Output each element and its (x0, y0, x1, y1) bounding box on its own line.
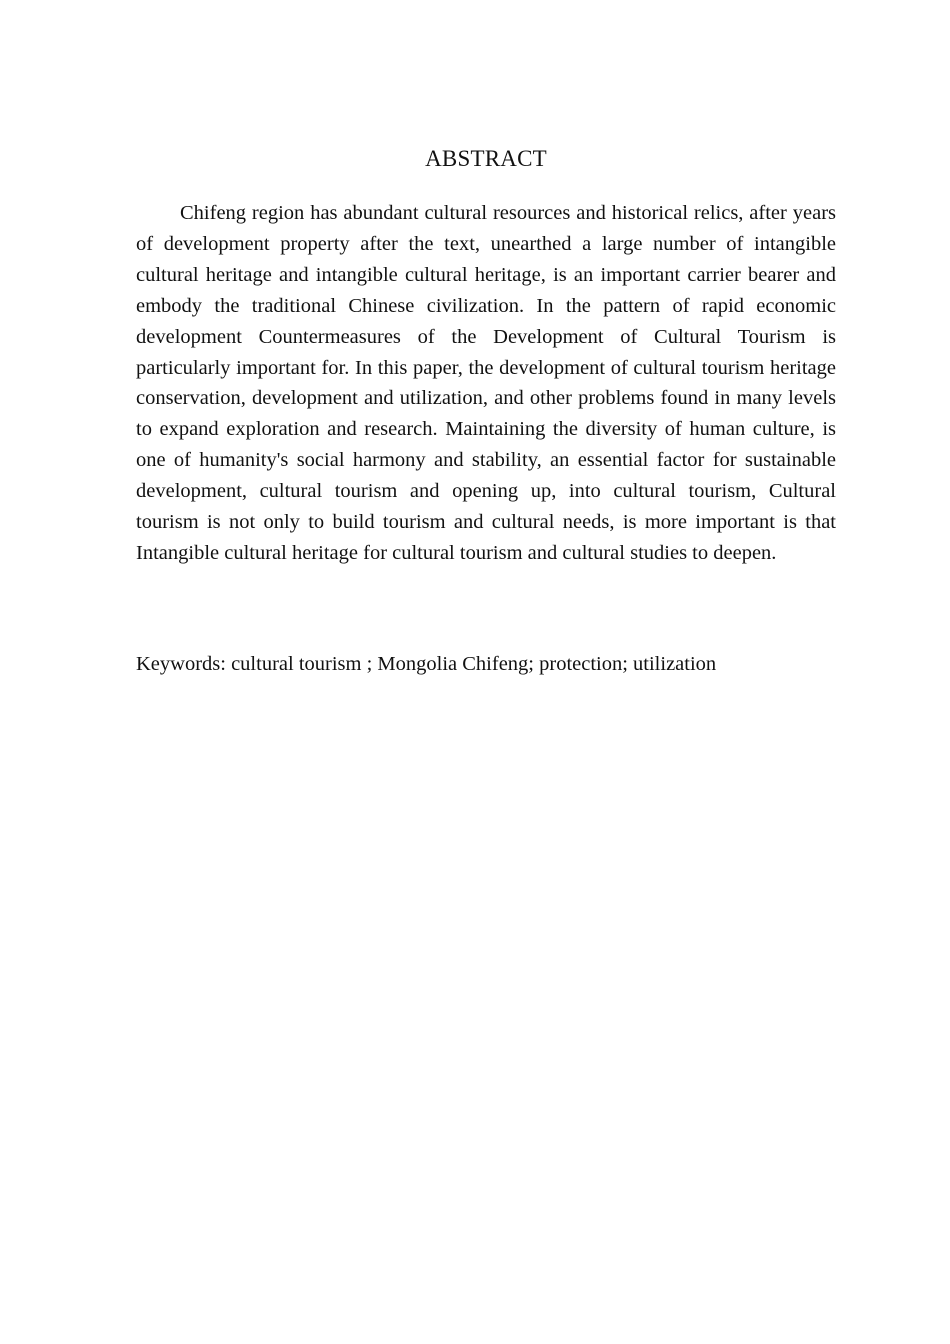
keywords-line: Keywords: cultural tourism ; Mongolia Chifeng; protection; utilization (136, 653, 717, 675)
abstract-title: ABSTRACT (425, 146, 547, 171)
abstract-body: Chifeng region has abundant cultural resources and historical relics, after years of development property after the text, unearthed a large number of intangible cultural heritage and intangible cultural heritage, is an important carrier bearer and embody the traditional Chinese civilization. In the pattern of rapid economic development Countermeasures of the Development of Cultural Tourism is particularly important for. In this paper, the development of cultural tourism heritage conservation, development and utilization, and other problems found in many levels to expand exploration and research. Maintaining the diversity of human culture, is one of humanity's social harmony and stability, an essential factor for sustainable development, cultural tourism and opening up, into cultural tourism, Cultural tourism is not only to build tourism and cultural needs, is more important is that Intangible cultural heritage for cultural tourism and cultural studies to deepen. (136, 202, 836, 564)
